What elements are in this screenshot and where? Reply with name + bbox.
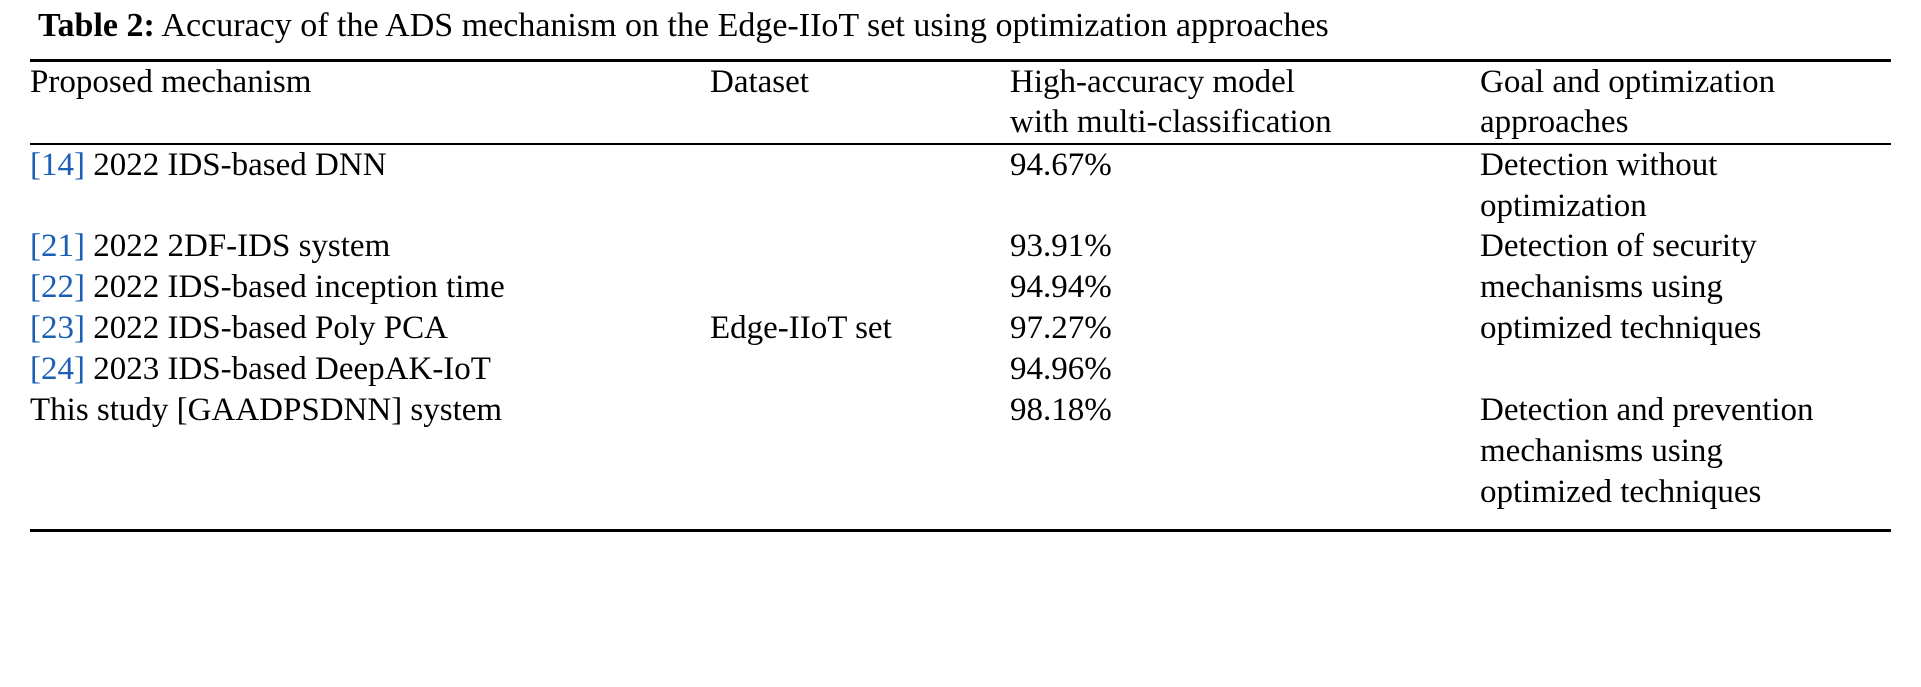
- row-goal-line2: mechanisms using: [1480, 432, 1723, 469]
- row-dataset: [710, 390, 1010, 513]
- row-goal: mechanisms using: [1480, 269, 1723, 306]
- caption-text: Accuracy of the ADS mechanism on the Edge-IIoT set using optimization approaches: [161, 7, 1329, 44]
- table-bottom-rule: [30, 529, 1891, 532]
- row-goal-line2: optimization: [1480, 187, 1647, 224]
- citation-link[interactable]: [21]: [30, 228, 85, 265]
- header-row: [30, 62, 1891, 143]
- column-header-proposed-mechanism: Proposed mechanism: [30, 64, 312, 101]
- table-row: [30, 267, 1891, 308]
- row-goal: [1480, 145, 1891, 227]
- column-header-dataset: Dataset: [710, 64, 809, 101]
- table-header: [30, 62, 1891, 143]
- column-header-high-accuracy-model-line2: with multi-classification: [1010, 104, 1332, 141]
- row-dataset: [710, 349, 1010, 390]
- row-goal-line1: Detection without: [1480, 146, 1718, 183]
- caption-label: Table 2:: [38, 7, 155, 44]
- row-mechanism: [30, 349, 710, 390]
- table-bottom-spacer: [30, 513, 1891, 529]
- row-dataset: [710, 145, 1010, 227]
- table-row: [30, 349, 1891, 390]
- row-mechanism: This study [GAADPSDNN] system: [30, 392, 503, 429]
- row-mechanism: [30, 226, 710, 267]
- column-header-goal-optimization-line2: approaches: [1480, 104, 1629, 141]
- row-accuracy: 94.94%: [1010, 269, 1112, 306]
- row-accuracy: 97.27%: [1010, 310, 1112, 347]
- column-header-goal-optimization: [1480, 62, 1891, 143]
- table-row: [30, 308, 1891, 349]
- row-mechanism: [30, 145, 710, 227]
- row-goal: optimized techniques: [1480, 310, 1762, 347]
- row-goal-line3: optimized techniques: [1480, 473, 1762, 510]
- citation-link[interactable]: [23]: [30, 310, 85, 347]
- citation-link[interactable]: [22]: [30, 269, 85, 306]
- row-goal: [1480, 349, 1891, 390]
- row-mechanism: [30, 308, 710, 349]
- row-mechanism: [30, 267, 710, 308]
- column-header-high-accuracy-model-line1: High-accuracy model: [1010, 64, 1295, 101]
- row-accuracy: 93.91%: [1010, 228, 1112, 265]
- row-goal-line1: Detection and prevention: [1480, 392, 1814, 429]
- row-goal: Detection of security: [1480, 228, 1757, 265]
- row-mechanism-text: 2023 IDS-based DeepAK-IoT: [93, 351, 491, 388]
- column-header-goal-optimization-line1: Goal and optimization: [1480, 64, 1776, 101]
- results-table: [30, 62, 1891, 143]
- table-caption: [30, 6, 1891, 59]
- citation-link[interactable]: [14]: [30, 146, 85, 183]
- row-mechanism-text: 2022 2DF-IDS system: [93, 228, 391, 265]
- row-mechanism-text: 2022 IDS-based DNN: [93, 146, 387, 183]
- citation-link[interactable]: [24]: [30, 351, 85, 388]
- row-accuracy: 98.18%: [1010, 392, 1112, 429]
- row-accuracy: 94.96%: [1010, 351, 1112, 388]
- row-goal: [1480, 390, 1891, 513]
- table-row-highlight: [30, 390, 1891, 513]
- table-row: [30, 226, 1891, 267]
- column-header-high-accuracy-model: [1010, 62, 1480, 143]
- table-row: [30, 145, 1891, 227]
- row-dataset: [710, 267, 1010, 308]
- row-mechanism-text: 2022 IDS-based Poly PCA: [93, 310, 449, 347]
- row-dataset: Edge-IIoT set: [710, 310, 892, 347]
- row-mechanism-text: 2022 IDS-based inception time: [93, 269, 505, 306]
- results-table-body: [30, 145, 1891, 529]
- row-dataset: [710, 226, 1010, 267]
- row-accuracy: 94.67%: [1010, 146, 1112, 183]
